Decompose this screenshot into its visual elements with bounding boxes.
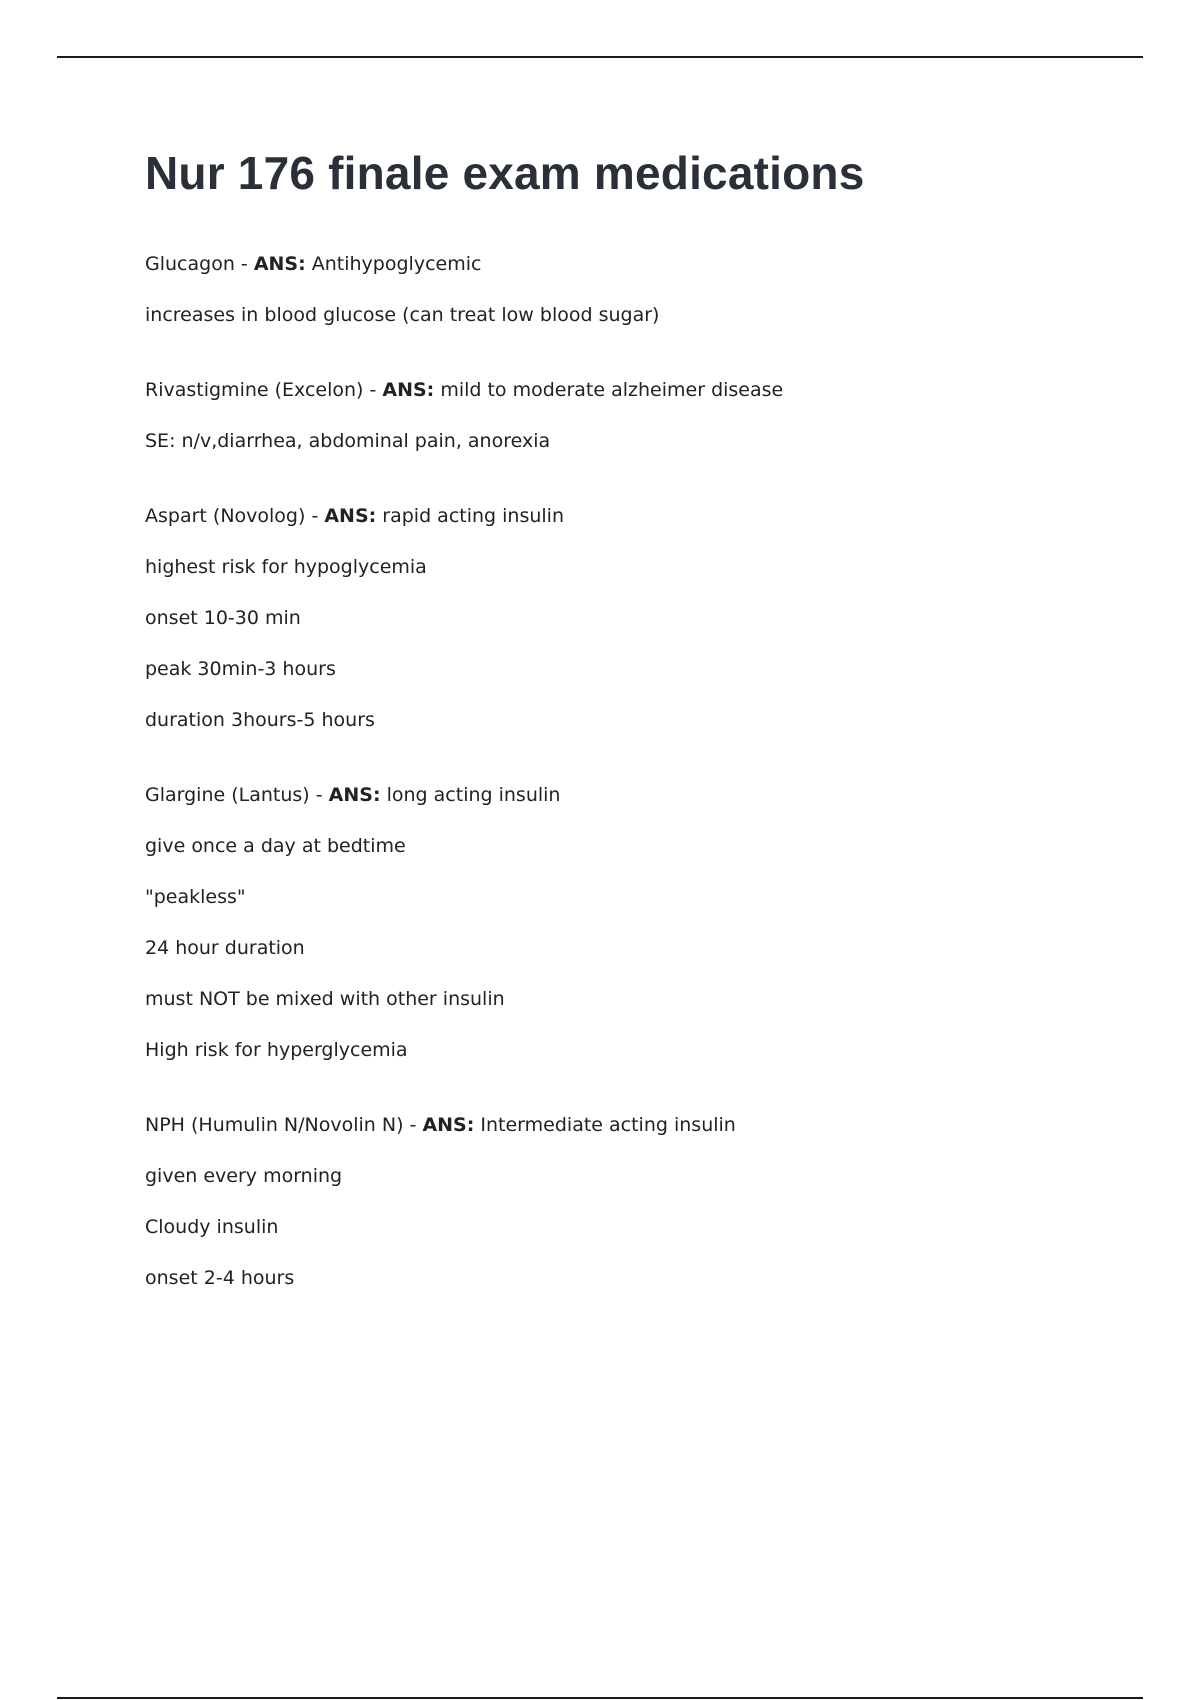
separator: - [403, 1114, 423, 1136]
note-line: onset 10-30 min [145, 607, 301, 629]
answer-label: ANS: [382, 379, 435, 401]
bottom-divider [57, 1697, 1143, 1699]
flashcard [145, 504, 1105, 732]
flashcard [145, 252, 1105, 327]
answer-text: mild to moderate alzheimer disease [440, 379, 784, 401]
separator: - [234, 253, 254, 275]
answer-label: ANS: [324, 505, 377, 527]
separator: - [309, 784, 329, 806]
flashcard [145, 1113, 1105, 1290]
flashcard [145, 378, 1105, 453]
note-line: given every morning [145, 1165, 343, 1187]
question-line [145, 252, 1105, 276]
drug-name: Aspart (Novolog) [145, 505, 306, 527]
page-title: Nur 176 finale exam medications [145, 147, 865, 199]
drug-name: Glucagon [145, 253, 235, 275]
question-line [145, 783, 1105, 807]
question-line [145, 1113, 1105, 1137]
note-line: Cloudy insulin [145, 1216, 279, 1238]
answer-label: ANS: [422, 1114, 475, 1136]
note-line: highest risk for hypoglycemia [145, 556, 427, 578]
separator: - [305, 505, 325, 527]
answer-text: Antihypoglycemic [311, 253, 482, 275]
drug-name: Rivastigmine (Excelon) [145, 379, 364, 401]
note-line: onset 2-4 hours [145, 1267, 295, 1289]
answer-text: long acting insulin [386, 784, 561, 806]
drug-name: NPH (Humulin N/Novolin N) [145, 1114, 404, 1136]
answer-label: ANS: [328, 784, 381, 806]
note-line: "peakless" [145, 886, 246, 908]
note-line: must NOT be mixed with other insulin [145, 988, 505, 1010]
note-line: increases in blood glucose (can treat low blood sugar) [145, 304, 660, 326]
note-line: duration 3hours-5 hours [145, 709, 375, 731]
separator: - [363, 379, 383, 401]
note-line: peak 30min-3 hours [145, 658, 336, 680]
question-line [145, 378, 1105, 402]
drug-name: Glargine (Lantus) [145, 784, 310, 806]
note-line: SE: n/v,diarrhea, abdominal pain, anorexia [145, 430, 551, 452]
note-line: 24 hour duration [145, 937, 305, 959]
note-line: give once a day at bedtime [145, 835, 406, 857]
answer-text: Intermediate acting insulin [480, 1114, 736, 1136]
note-line: High risk for hyperglycemia [145, 1039, 408, 1061]
answer-text: rapid acting insulin [382, 505, 564, 527]
flashcard-list [145, 252, 1105, 1341]
top-divider [57, 56, 1143, 58]
answer-label: ANS: [253, 253, 306, 275]
flashcard [145, 783, 1105, 1062]
question-line [145, 504, 1105, 528]
